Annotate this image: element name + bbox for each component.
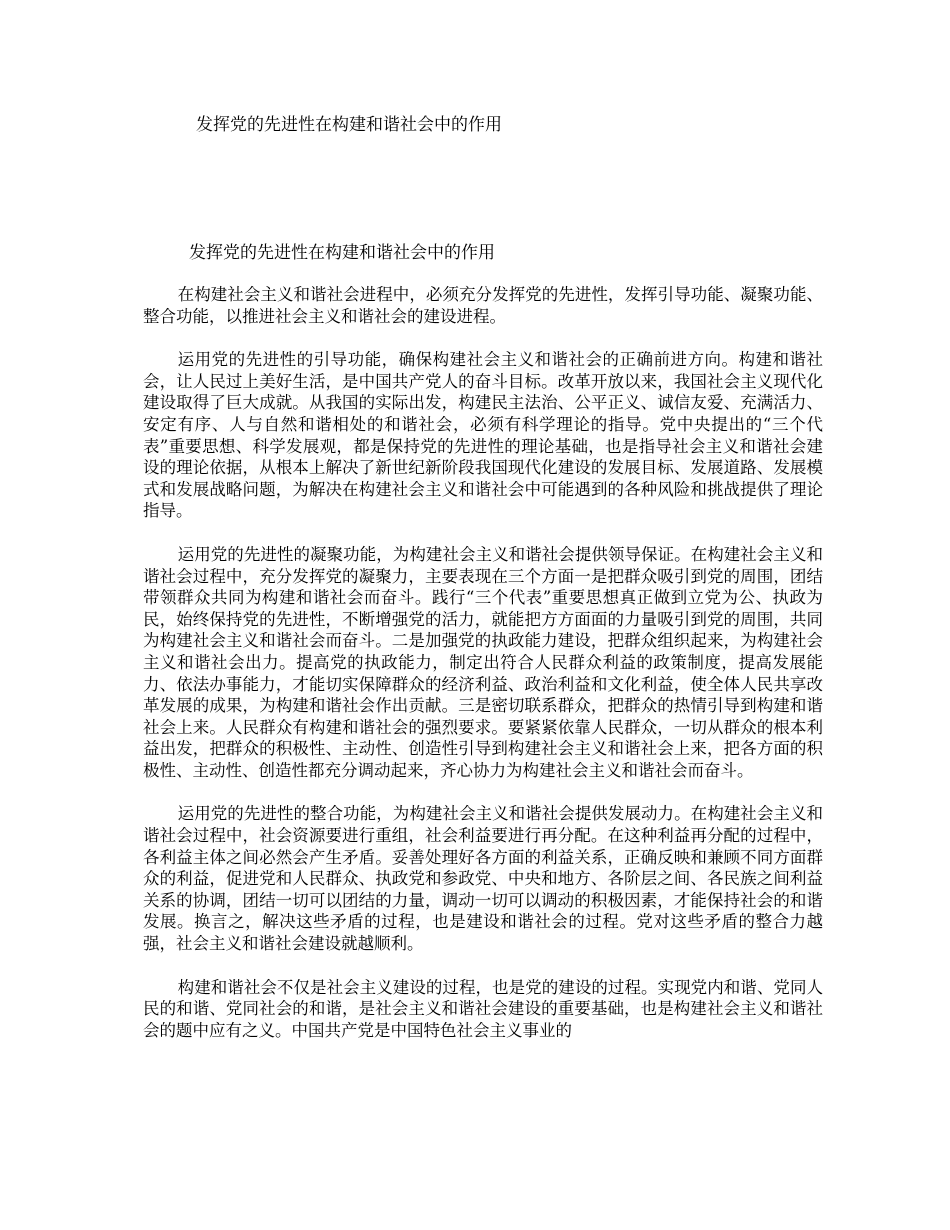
- article-title: 发挥党的先进性在构建和谐社会中的作用: [189, 243, 495, 263]
- document-body: [143, 242, 823, 1063]
- paragraph-integration: 运用党的先进性的整合功能，为构建社会主义和谐社会提供发展动力。在构建社会主义和谐社会过程中，社会资源要进行重组，社会利益要进行再分配。在这种利益再分配的过程中，各利益主体之间必然会产生矛盾。妥善处理好各方面的利益关系，正确反映和兼顾不同方面群众的利益，促进党和人民群众、执政党和参政党、中央和地方、各阶层之间、各民族之间利益关系的协调，团结一切可以团结的力量，调动一切可以调动的积极因素，才能保持社会的和谐发展。换言之，解决这些矛盾的过程，也是建设和谐社会的过程。党对这些矛盾的整合力越强，社会主义和谐社会建设就越顺利。: [143, 804, 823, 954]
- paragraph-intro: 在构建社会主义和谐社会进程中，必须充分发挥党的先进性，发挥引导功能、凝聚功能、整合功能，以推进社会主义和谐社会的建设进程。: [143, 285, 823, 326]
- paragraph-cohesion: 运用党的先进性的凝聚功能，为构建社会主义和谐社会提供领导保证。在构建社会主义和谐社会过程中，充分发挥党的凝聚力，主要表现在三个方面一是把群众吸引到党的周围，团结带领群众共同为构建和谐社会而奋斗。践行“三个代表”重要思想真正做到立党为公、执政为民，始终保持党的先进性，不断增强党的活力，就能把方方面面的力量吸引到党的周围，共同为构建社会主义和谐社会而奋斗。二是加强党的执政能力建设，把群众组织起来，为构建社会主义和谐社会出力。提高党的执政能力，制定出符合人民群众利益的政策制度，提高发展能力、依法办事能力，才能切实保障群众的经济利益、政治利益和文化利益，使全体人民共享改革发展的成果，为构建和谐社会作出贡献。三是密切联系群众，把群众的热情引导到构建和谐社会上来。人民群众有构建和谐社会的强烈要求。要紧紧依靠人民群众，一切从群众的根本利益出发，把群众的积极性、主动性、创造性引导到构建社会主义和谐社会上来，把各方面的积极性、主动性、创造性都充分调动起来，齐心协力为构建社会主义和谐社会而奋斗。: [143, 544, 823, 780]
- paragraph-guidance: 运用党的先进性的引导功能，确保构建社会主义和谐社会的正确前进方向。构建和谐社会，让人民过上美好生活，是中国共产党人的奋斗目标。改革开放以来，我国社会主义现代化建设取得了巨大成就。从我国的实际出发，构建民主法治、公平正义、诚信友爱、充满活力、安定有序、人与自然和谐相处的和谐社会，必须有科学理论的指导。党中央提出的“三个代表”重要思想、科学发展观，都是保持党的先进性的理论基础，也是指导社会主义和谐社会建设的理论依据，从根本上解决了新世纪新阶段我国现代化建设的发展目标、发展道路、发展模式和发展战略问题，为解决在构建社会主义和谐社会中可能遇到的各种风险和挑战提供了理论指导。: [143, 350, 823, 521]
- page-title: 发挥党的先进性在构建和谐社会中的作用: [196, 115, 502, 135]
- paragraph-party-building: 构建和谐社会不仅是社会主义建设的过程，也是党的建设的过程。实现党内和谐、党同人民的和谐、党同社会的和谐，是社会主义和谐社会建设的重要基础，也是构建社会主义和谐社会的题中应有之义。中国共产党是中国特色社会主义事业的: [143, 977, 823, 1040]
